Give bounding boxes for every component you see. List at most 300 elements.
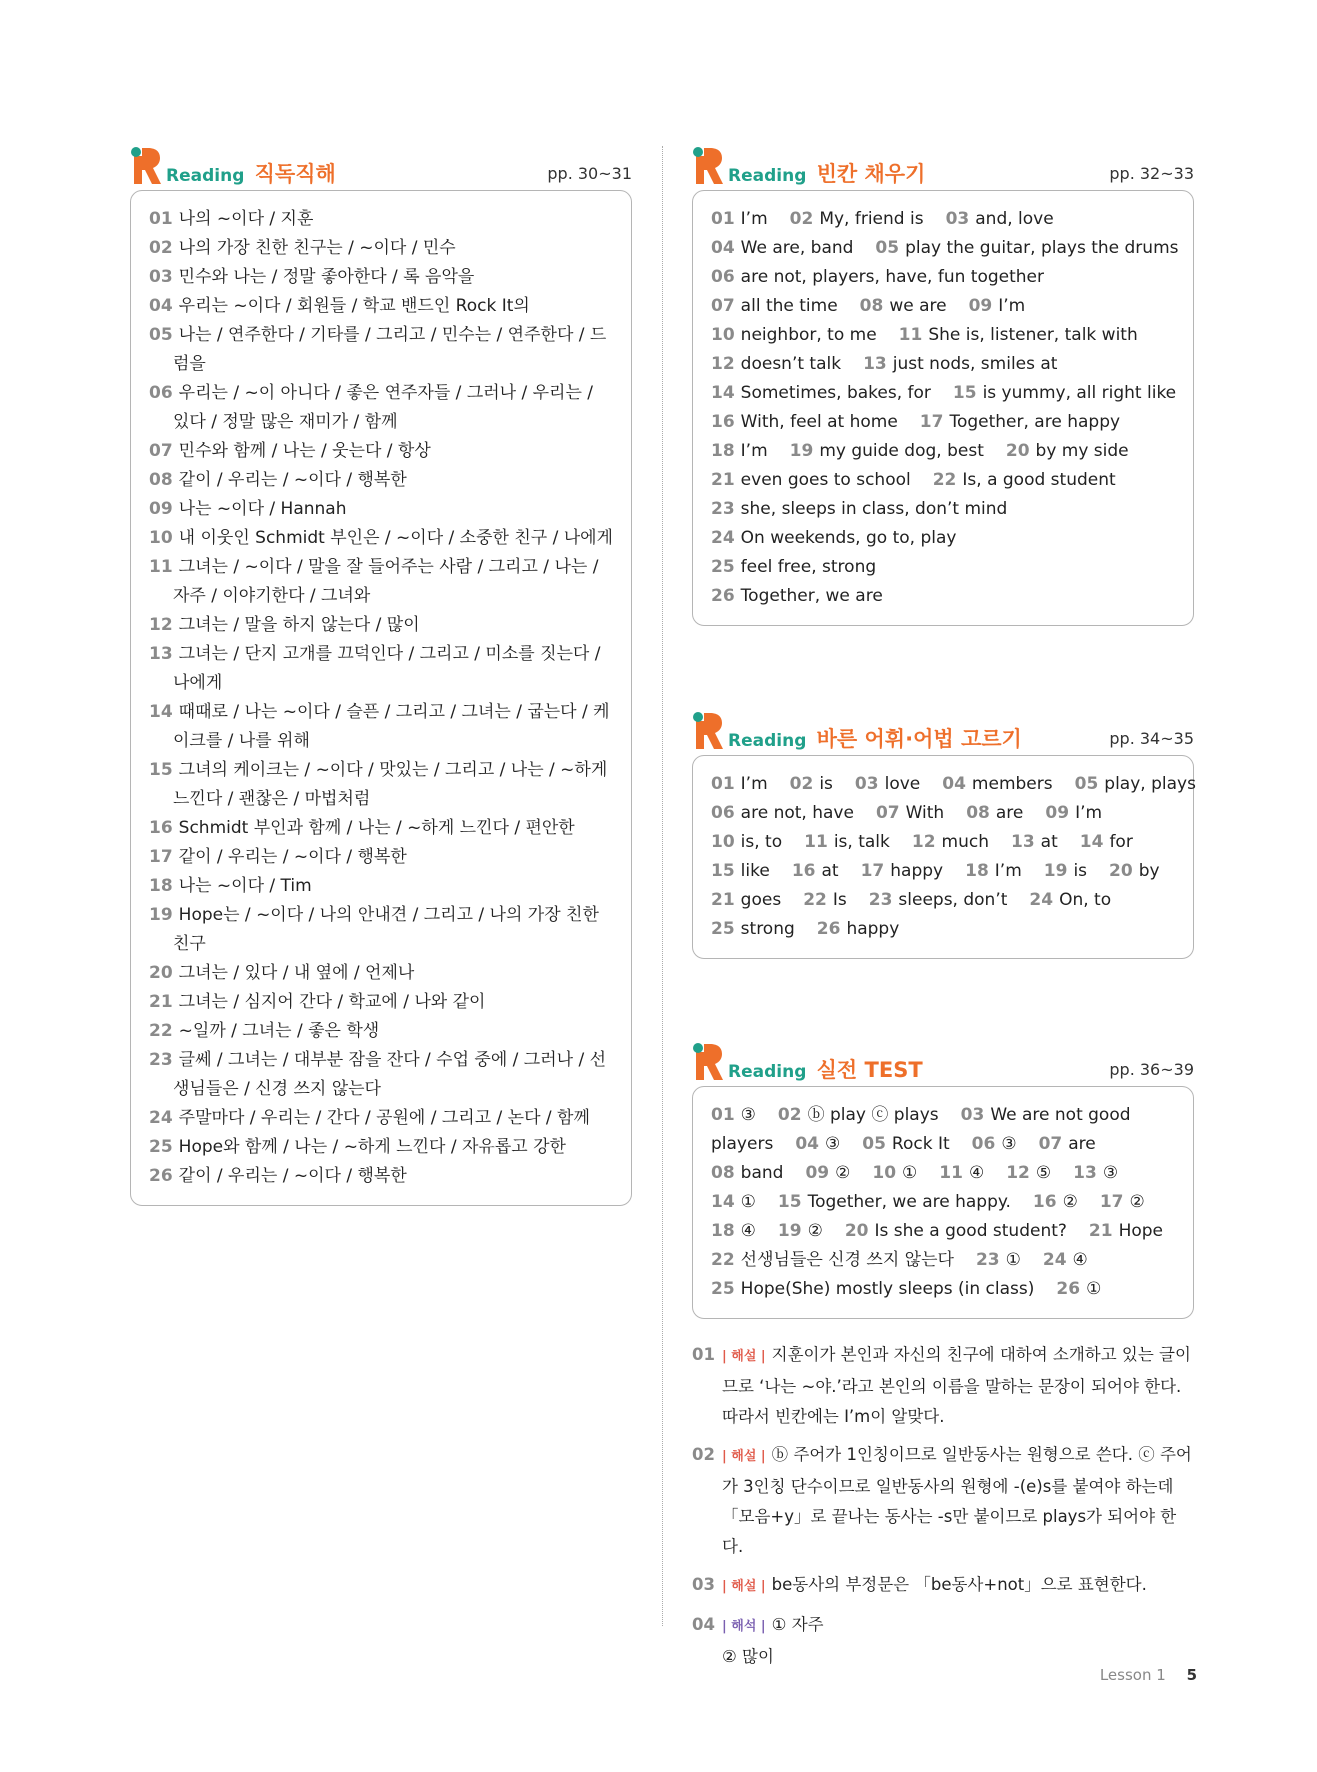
item-text: With: [905, 803, 945, 823]
explanation-tag: | 해설 |: [722, 1349, 766, 1364]
answer-item: [863, 350, 1057, 379]
list-item: [149, 1017, 613, 1046]
item-text: members: [971, 774, 1053, 794]
item-text: happy: [846, 919, 900, 939]
item-number: 25: [711, 557, 735, 577]
item-number: 16: [149, 818, 173, 838]
item-number: 15: [777, 1192, 802, 1212]
answer-item: [976, 1246, 1021, 1275]
page-range: pp. 30~31: [547, 164, 632, 183]
item-number: 19: [149, 905, 173, 925]
item-number: 25: [711, 919, 735, 939]
answer-line: [711, 886, 1175, 915]
item-number: 11: [149, 557, 173, 577]
item-text: ⑤: [1035, 1163, 1052, 1183]
answer-item: [942, 770, 1052, 799]
item-text: ③: [824, 1134, 841, 1154]
item-text: are: [1068, 1134, 1096, 1154]
list-item: [149, 901, 613, 959]
item-number: 05: [862, 1134, 886, 1154]
item-text: Hope는 / ~이다 / 나의 안내견 / 그리고 / 나의 가장 친한 친구: [173, 905, 599, 954]
reading-logo-icon: [692, 146, 724, 186]
answer-line: [711, 1130, 1175, 1159]
item-text: 나의 ~이다 / 지훈: [178, 209, 314, 229]
section-title: [728, 158, 925, 188]
item-text: 그녀는 / 단지 고개를 끄덕인다 / 그리고 / 미소를 짓는다 / 나에게: [173, 644, 601, 693]
item-text: much: [941, 832, 989, 852]
answer-item: [711, 321, 877, 350]
item-number: 25: [711, 1279, 735, 1299]
answer-item: [953, 379, 1176, 408]
answer-item: [711, 263, 1044, 292]
item-text: doesn’t talk: [740, 354, 842, 374]
answer-item: [803, 886, 847, 915]
item-text: 그녀는 / ~이다 / 말을 잘 들어주는 사람 / 그리고 / 나는 / 자주 / 이야기한다 / 그녀와: [173, 557, 599, 606]
item-number: 15: [952, 383, 977, 403]
answer-line: [711, 524, 1175, 553]
explanation-item: [692, 1440, 1197, 1562]
item-number: 11: [898, 325, 923, 345]
item-text: goes: [740, 890, 782, 910]
item-text: love: [884, 774, 921, 794]
explanation-number: 02: [692, 1445, 715, 1464]
list-item: [149, 263, 613, 292]
item-number: 04: [795, 1134, 819, 1154]
answer-item: [920, 408, 1120, 437]
item-text: ④: [740, 1221, 756, 1241]
section-title-kr: 빈칸 채우기: [816, 162, 926, 186]
item-text: ④: [968, 1163, 985, 1183]
item-number: 21: [711, 890, 735, 910]
item-number: 04: [942, 774, 966, 794]
item-text: 때때로 / 나는 ~이다 / 슬픈 / 그리고 / 그녀는 / 굽는다 / 케이크를 / 나를 위해: [173, 702, 610, 751]
item-text: even goes to school: [740, 470, 911, 490]
item-text: players: [711, 1134, 774, 1154]
item-number: 13: [863, 354, 887, 374]
answer-item: [711, 915, 795, 944]
item-text: ②: [835, 1163, 851, 1183]
answer-line: [711, 1159, 1175, 1188]
section-header: [692, 709, 1194, 755]
list-item: [149, 553, 613, 611]
answer-line: [711, 466, 1175, 495]
item-number: 09: [968, 296, 993, 316]
list-item: [149, 1162, 613, 1191]
item-text: my guide dog, best: [819, 441, 984, 461]
item-text: 민수와 나는 / 정말 좋아한다 / 록 음악을: [178, 267, 475, 287]
list-item: [149, 611, 613, 640]
list-item: [149, 1104, 613, 1133]
answer-line: [711, 234, 1179, 263]
answer-line: [711, 263, 1175, 292]
item-number: 18: [965, 861, 989, 881]
answer-item: [711, 292, 838, 321]
item-number: 03: [149, 267, 173, 287]
item-number: 22: [803, 890, 827, 910]
list-item: [149, 495, 613, 524]
answer-item: [711, 1217, 756, 1246]
item-number: 26: [816, 919, 841, 939]
answer-item: [961, 1101, 1131, 1130]
item-text: for: [1109, 832, 1133, 852]
item-text: Together, we are happy.: [807, 1192, 1011, 1212]
answer-item: [795, 1130, 840, 1159]
item-number: 16: [791, 861, 816, 881]
list-item: [149, 466, 613, 495]
section-title: [166, 158, 336, 188]
item-number: 18: [711, 441, 735, 461]
list-item: [149, 205, 613, 234]
item-text: I’m: [1075, 803, 1103, 823]
item-text: She is, listener, talk with: [928, 325, 1138, 345]
item-number: 20: [844, 1221, 869, 1241]
reading-logo-icon: [692, 1042, 724, 1082]
answer-item: [965, 857, 1022, 886]
answer-line: [711, 1217, 1175, 1246]
item-text: happy: [890, 861, 944, 881]
item-number: 09: [805, 1163, 830, 1183]
item-number: 08: [859, 296, 884, 316]
answer-box: [692, 755, 1194, 959]
item-number: 24: [149, 1108, 173, 1128]
item-number: 03: [854, 774, 879, 794]
item-number: 02: [149, 238, 173, 258]
item-text: ①: [740, 1192, 756, 1212]
answer-item: [912, 828, 989, 857]
list-item: [149, 843, 613, 872]
answer-item: [939, 1159, 984, 1188]
section-title-kr: 직독직해: [254, 162, 336, 186]
item-number: 09: [149, 499, 173, 519]
item-number: 19: [777, 1221, 802, 1241]
item-text: Together, we are: [740, 586, 883, 606]
answer-item: [778, 1188, 1011, 1217]
item-text: is: [819, 774, 833, 794]
item-text: On weekends, go to, play: [740, 528, 957, 548]
item-text: ~일까 / 그녀는 / 좋은 학생: [178, 1021, 380, 1041]
item-text: ②: [1129, 1192, 1145, 1212]
item-text: ④: [1072, 1250, 1088, 1270]
answer-line: [711, 205, 1175, 234]
list-item: [149, 1046, 613, 1104]
item-text: We are not good: [990, 1105, 1131, 1125]
explanation-text: [722, 1440, 1197, 1562]
answer-item: [790, 437, 984, 466]
answer-line: [711, 1188, 1175, 1217]
page-range: pp. 34~35: [1109, 729, 1194, 748]
item-number: 12: [911, 832, 936, 852]
item-text: Rock It: [891, 1134, 950, 1154]
answer-item: [845, 1217, 1067, 1246]
item-number: 14: [149, 702, 173, 722]
item-number: 16: [711, 412, 735, 432]
explanation-tag: | 해설 |: [722, 1449, 766, 1464]
explanation-body: 지훈이가 본인과 자신의 친구에 대하여 소개하고 있는 글이므로 ‘나는 ~야.’라고 본인의 이름을 말하는 문장이 되어야 한다. 따라서 빈칸에는 I’m이 알맞다.: [722, 1345, 1191, 1426]
item-number: 22: [932, 470, 957, 490]
answer-item: [946, 205, 1054, 234]
answer-item: [1011, 828, 1058, 857]
item-text: all the time: [740, 296, 838, 316]
item-text: Schmidt 부인과 함께 / 나는 / ~하게 느낀다 / 편안한: [178, 818, 575, 838]
answer-item: [711, 799, 854, 828]
item-number: 06: [971, 1134, 996, 1154]
item-number: 03: [945, 209, 970, 229]
explanation-text: [722, 1570, 1197, 1602]
item-number: 23: [975, 1250, 1000, 1270]
answer-line: [711, 495, 1175, 524]
answer-line: [711, 321, 1175, 350]
list-item: [149, 872, 613, 901]
item-number: 19: [789, 441, 814, 461]
explanation-body: ① 자주: [771, 1615, 824, 1634]
section-title-kr: 실전 TEST: [816, 1058, 923, 1082]
item-number: 16: [1032, 1192, 1057, 1212]
item-text: 민수와 함께 / 나는 / 웃는다 / 항상: [178, 441, 431, 461]
list-item: [149, 379, 613, 437]
item-text: 그녀는 / 있다 / 내 옆에 / 언제나: [178, 963, 415, 983]
item-text: Is, a good student: [962, 470, 1116, 490]
answer-item: [711, 234, 853, 263]
answer-item: [872, 1159, 917, 1188]
answer-item: [711, 770, 768, 799]
list-item: [149, 756, 613, 814]
item-text: ②: [1062, 1192, 1078, 1212]
answer-item: [790, 205, 924, 234]
item-text: Hope: [1118, 1221, 1164, 1241]
answer-item: [855, 770, 920, 799]
item-number: 03: [960, 1105, 985, 1125]
item-number: 01: [711, 209, 735, 229]
list-item: [149, 814, 613, 843]
list-item: [149, 321, 613, 379]
item-number: 10: [872, 1163, 897, 1183]
answer-item: [1044, 857, 1087, 886]
item-text: is, to: [740, 832, 783, 852]
answer-item: [711, 1188, 756, 1217]
answer-line: [711, 379, 1175, 408]
item-text: by: [1138, 861, 1160, 881]
item-text: 주말마다 / 우리는 / 간다 / 공원에 / 그리고 / 논다 / 함께: [178, 1108, 590, 1128]
answer-box: [130, 190, 632, 1206]
item-text: we are: [889, 296, 947, 316]
answer-item: [1033, 1188, 1078, 1217]
item-number: 20: [149, 963, 173, 983]
item-number: 26: [711, 586, 735, 606]
answer-item: [972, 1130, 1017, 1159]
item-number: 17: [919, 412, 944, 432]
reading-logo-icon: [692, 711, 724, 751]
item-number: 15: [149, 760, 173, 780]
section-header: [130, 144, 632, 190]
item-text: at: [1040, 832, 1058, 852]
answer-item: [711, 379, 931, 408]
explanation-item: [692, 1340, 1197, 1432]
item-number: 12: [711, 354, 735, 374]
answer-item: [860, 292, 947, 321]
item-number: 21: [149, 992, 173, 1012]
answer-item: [711, 495, 1007, 524]
item-text: 같이 / 우리는 / ~이다 / 행복한: [178, 470, 407, 490]
item-text: 글쎄 / 그녀는 / 대부분 잠을 잔다 / 수업 중에 / 그러나 / 선생님들은 / 신경 쓰지 않는다: [173, 1050, 606, 1099]
item-number: 15: [711, 861, 735, 881]
item-text: she, sleeps in class, don’t mind: [740, 499, 1008, 519]
item-number: 08: [711, 1163, 735, 1183]
item-number: 08: [149, 470, 173, 490]
item-number: 04: [149, 296, 173, 316]
explanation-tag: | 해석 |: [722, 1619, 766, 1634]
answer-item: [711, 205, 768, 234]
item-text: Is she a good student?: [874, 1221, 1067, 1241]
answer-item: [1100, 1188, 1145, 1217]
item-text: 나의 가장 친한 친구는 / ~이다 / 민수: [178, 238, 456, 258]
item-text: is: [1073, 861, 1088, 881]
answer-item: [1029, 886, 1111, 915]
item-number: 05: [149, 325, 173, 345]
answer-item: [805, 1159, 850, 1188]
item-text: We are, band: [740, 238, 854, 258]
item-text: strong: [740, 919, 795, 939]
explanation-tag: | 해설 |: [722, 1579, 766, 1594]
section-title-kr: 바른 어휘·어법 고르기: [816, 727, 1022, 751]
answer-line: [711, 437, 1175, 466]
item-text: ①: [902, 1163, 918, 1183]
item-text: are not, players, have, fun together: [740, 267, 1044, 287]
item-number: 26: [1056, 1279, 1081, 1299]
section-title: [728, 1054, 923, 1084]
item-text: 같이 / 우리는 / ~이다 / 행복한: [178, 847, 407, 867]
answer-item: [817, 915, 900, 944]
item-number: 02: [789, 209, 814, 229]
answer-item: [969, 292, 1026, 321]
list-item: [149, 234, 613, 263]
item-number: 10: [149, 528, 173, 548]
item-number: 19: [1043, 861, 1068, 881]
list-item: [149, 1133, 613, 1162]
section-header: [692, 144, 1194, 190]
item-number: 05: [875, 238, 900, 258]
explanation-04-extra: ② 많이: [722, 1647, 774, 1666]
item-text: Together, are happy: [949, 412, 1121, 432]
item-number: 10: [711, 325, 735, 345]
item-number: 14: [711, 383, 735, 403]
answer-box: [692, 190, 1194, 626]
explanation-number: 04: [692, 1615, 715, 1634]
answer-line: [711, 350, 1175, 379]
item-number: 04: [711, 238, 735, 258]
answer-item: [711, 1101, 756, 1130]
item-number: 20: [1109, 861, 1133, 881]
explanation-number: 01: [692, 1345, 715, 1364]
item-text: 나는 ~이다 / Tim: [178, 876, 312, 896]
answer-item: [1075, 770, 1196, 799]
section-label: Reading: [728, 1062, 807, 1082]
item-number: 07: [711, 296, 735, 316]
item-text: 선생님들은 신경 쓰지 않는다: [740, 1250, 954, 1270]
answer-line: [711, 1246, 1175, 1275]
explanation-text: [722, 1340, 1197, 1432]
answer-item: [1089, 1217, 1163, 1246]
answer-line: [711, 292, 1175, 321]
explanations: [692, 1340, 1197, 1672]
answer-item: [933, 466, 1116, 495]
item-number: 02: [789, 774, 814, 794]
item-number: 06: [711, 267, 735, 287]
item-text: 나는 / 연주한다 / 기타를 / 그리고 / 민수는 / 연주한다 / 드럼을: [173, 325, 607, 374]
answer-item: [711, 857, 770, 886]
reading-logo-icon: [130, 146, 162, 186]
answer-item: [711, 886, 781, 915]
item-text: just nods, smiles at: [892, 354, 1058, 374]
answer-item: [1043, 1246, 1088, 1275]
answer-line: [711, 915, 1175, 944]
item-number: 01: [711, 774, 735, 794]
answer-item: [1006, 437, 1129, 466]
answer-line: [711, 1101, 1175, 1130]
answer-item: [711, 828, 782, 857]
item-number: 11: [804, 832, 828, 852]
item-text: I’m: [994, 861, 1022, 881]
item-number: 22: [149, 1021, 173, 1041]
answer-item: [1056, 1275, 1101, 1304]
item-text: sleeps, don’t: [898, 890, 1008, 910]
item-text: 같이 / 우리는 / ~이다 / 행복한: [178, 1166, 407, 1186]
item-number: 11: [939, 1163, 963, 1183]
item-text: Hope와 함께 / 나는 / ~하게 느낀다 / 자유롭고 강한: [178, 1137, 566, 1157]
answer-item: [711, 1130, 773, 1159]
list-item: [149, 959, 613, 988]
answer-item: [1073, 1159, 1118, 1188]
item-number: 05: [1074, 774, 1099, 794]
answer-line: [711, 857, 1175, 886]
item-text: is, talk: [833, 832, 890, 852]
item-text: is yummy, all right like: [982, 383, 1177, 403]
section-label: Reading: [166, 166, 245, 186]
item-text: play, plays: [1104, 774, 1196, 794]
item-number: 06: [149, 383, 173, 403]
answer-item: [869, 886, 1008, 915]
item-number: 14: [1079, 832, 1104, 852]
item-number: 13: [149, 644, 173, 664]
answer-line: [711, 828, 1175, 857]
section-title: [728, 723, 1022, 753]
item-number: 24: [711, 528, 735, 548]
answer-item: [1039, 1130, 1096, 1159]
item-text: 내 이웃인 Schmidt 부인은 / ~이다 / 소중한 친구 / 나에게: [178, 528, 613, 548]
answer-item: [778, 1217, 823, 1246]
item-number: 22: [711, 1250, 735, 1270]
answer-line: [711, 408, 1175, 437]
page-range: pp. 36~39: [1109, 1060, 1194, 1079]
item-number: 12: [1006, 1163, 1030, 1183]
answer-item: [790, 770, 833, 799]
explanation-body: ⓑ 주어가 1인칭이므로 일반동사는 원형으로 쓴다. ⓒ 주어가 3인칭 단수이므로 일반동사의 원형에 -(e)s를 붙여야 하는데 「모음+y」로 끝나는 동사는 -s만 붙이므로 plays가 되어야 한다.: [722, 1445, 1192, 1556]
item-text: I’m: [740, 441, 768, 461]
item-text: feel free, strong: [740, 557, 877, 577]
list-item: [149, 698, 613, 756]
item-text: Hope(She) mostly sleeps (in class): [740, 1279, 1035, 1299]
item-number: 06: [711, 803, 735, 823]
item-text: ①: [1005, 1250, 1021, 1270]
item-number: 26: [149, 1166, 173, 1186]
item-number: 20: [1005, 441, 1030, 461]
item-text: band: [740, 1163, 784, 1183]
item-number: 21: [711, 470, 735, 490]
answer-item: [899, 321, 1138, 350]
item-text: 우리는 / ~이 아니다 / 좋은 연주자들 / 그러나 / 우리는 / 있다 / 정말 많은 재미가 / 함께: [173, 383, 594, 432]
item-text: at: [821, 861, 839, 881]
item-text: neighbor, to me: [740, 325, 877, 345]
answer-box: [692, 1086, 1194, 1319]
